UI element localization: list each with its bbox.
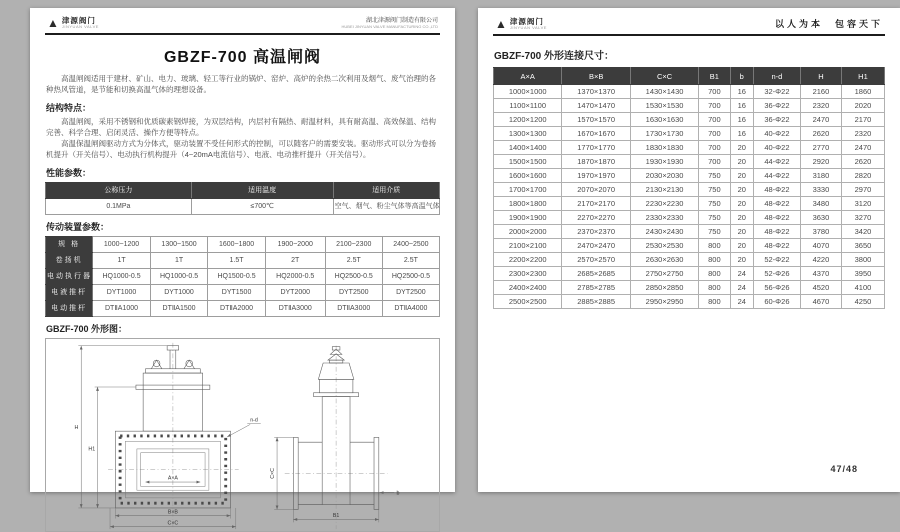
dim-cell-nd: 36-Φ22 — [753, 99, 800, 113]
dim-cell-b: 20 — [730, 183, 753, 197]
transmission-row-label: 电动推杆 — [46, 300, 93, 316]
dim-cell-h1: 3950 — [841, 267, 884, 281]
dim-cell-cxc: 2750×2750 — [630, 267, 698, 281]
dimension-column-header: B×B — [562, 68, 630, 85]
dim-cell-h1: 2820 — [841, 169, 884, 183]
dimension-column-header: B1 — [699, 68, 730, 85]
dim-cell-axa: 2300×2300 — [494, 267, 562, 281]
transmission-row — [46, 300, 440, 316]
dim-cell-bxb: 2370×2370 — [562, 225, 630, 239]
dim-cell-nd: 56-Φ26 — [753, 281, 800, 295]
transmission-row-label: 电液推杆 — [46, 284, 93, 300]
dim-cell-nd: 48-Φ22 — [753, 239, 800, 253]
dim-cell-bxb: 1670×1670 — [562, 127, 630, 141]
transmission-cell: HQ1500-0.5 — [208, 268, 266, 284]
dim-cell-b1: 700 — [699, 99, 730, 113]
dimension-column-header: C×C — [630, 68, 698, 85]
transmission-cell: DTⅡA1000 — [93, 300, 151, 316]
dim-label-bxb: B×B — [167, 509, 178, 516]
dim-cell-cxc: 2950×2950 — [630, 295, 698, 309]
dim-cell-cxc: 1730×1730 — [630, 127, 698, 141]
dim-cell-h: 3780 — [800, 225, 841, 239]
dim-cell-bxb: 1970×1970 — [562, 169, 630, 183]
dim-cell-h: 4670 — [800, 295, 841, 309]
intro-paragraph: 高温闸阀适用于建材、矿山、电力、玻璃、轻工等行业的锅炉、窑炉、高炉的余热二次利用及烟气、废气治理的各种热风管道，是节能和切换高温气体的理想设备。 — [46, 74, 436, 95]
dim-cell-nd: 52-Φ26 — [753, 267, 800, 281]
dim-cell-b: 20 — [730, 211, 753, 225]
transmission-cell: HQ2000-0.5 — [265, 268, 325, 284]
dim-cell-b: 20 — [730, 155, 753, 169]
dim-cell-axa: 1500×1500 — [494, 155, 562, 169]
dim-cell-h: 2620 — [800, 127, 841, 141]
transmission-row-label: 电动执行器 — [46, 268, 93, 284]
dim-cell-b1: 700 — [699, 155, 730, 169]
transmission-cell: DTⅡA1500 — [150, 300, 208, 316]
dim-label-h1: H1 — [88, 445, 96, 452]
dimension-column-header: b — [730, 68, 753, 85]
dim-cell-b1: 750 — [699, 225, 730, 239]
performance-header-row — [46, 182, 440, 198]
dim-cell-b1: 800 — [699, 267, 730, 281]
transmission-cell: 2T — [265, 252, 325, 268]
performance-table — [45, 182, 440, 215]
dimension-row — [494, 267, 885, 281]
section-heading-features: 结构特点： — [46, 103, 92, 113]
dim-cell-h1: 2170 — [841, 113, 884, 127]
dim-cell-b: 16 — [730, 127, 753, 141]
transmission-cell: DTⅡA4000 — [382, 300, 439, 316]
dim-cell-b1: 750 — [699, 197, 730, 211]
dim-cell-h: 2470 — [800, 113, 841, 127]
dimension-header-row — [494, 68, 885, 85]
transmission-cell: 2.5T — [382, 252, 439, 268]
transmission-cell: HQ2500-0.5 — [325, 268, 382, 284]
dim-cell-h1: 2320 — [841, 127, 884, 141]
dim-cell-b1: 800 — [699, 239, 730, 253]
dim-label-nd: n-d — [250, 417, 258, 424]
dim-label-cxc-side: C×C — [270, 467, 277, 479]
section-heading-performance: 性能参数： — [46, 167, 92, 178]
page-number: 47/48 — [830, 464, 858, 474]
dimension-row — [494, 141, 885, 155]
transmission-cell: 1000~1200 — [93, 236, 151, 252]
dim-cell-nd: 48-Φ22 — [753, 211, 800, 225]
transmission-row — [46, 236, 440, 252]
dimension-row — [494, 169, 885, 183]
dim-cell-nd: 48-Φ22 — [753, 225, 800, 239]
dim-label-h: H — [74, 424, 79, 431]
company-name-en: HUBEI JINYUAN VALVE MANUFACTURING CO.,LTD — [341, 24, 438, 30]
feature-paragraph: 高温保温闸阀驱动方式为分体式，驱动装置不受任何形式的控制，可以随客户的需要安装。驱动形式可以分为卷扬机提升（开关信号）、电动执行机构提升（4~20mA电流信号）、电液、电动推杆提升（开关信号）。 — [46, 138, 436, 159]
dim-cell-axa: 1300×1300 — [494, 127, 562, 141]
transmission-cell: 1600~1800 — [208, 236, 266, 252]
dim-cell-cxc: 2130×2130 — [630, 183, 698, 197]
dim-cell-bxb: 2685×2685 — [562, 267, 630, 281]
dim-cell-bxb: 1470×1470 — [562, 99, 630, 113]
performance-cell: 0.1MPa — [46, 198, 192, 214]
dim-cell-b1: 750 — [699, 183, 730, 197]
dimension-row — [494, 211, 885, 225]
logo-triangle-icon: ▲ — [47, 16, 59, 31]
dim-cell-axa: 1400×1400 — [494, 141, 562, 155]
dim-cell-b: 24 — [730, 267, 753, 281]
dim-cell-axa: 2200×2200 — [494, 253, 562, 267]
dim-cell-axa: 1600×1600 — [494, 169, 562, 183]
dim-cell-nd: 52-Φ22 — [753, 253, 800, 267]
transmission-cell: DYT2000 — [265, 284, 325, 300]
transmission-row — [46, 284, 440, 300]
dim-cell-b1: 700 — [699, 141, 730, 155]
transmission-cell: DYT1000 — [93, 284, 151, 300]
performance-column-header: 适用温度 — [191, 182, 333, 198]
dim-label-axa: A×A — [167, 475, 178, 482]
dim-cell-h1: 3420 — [841, 225, 884, 239]
transmission-cell: DYT1500 — [208, 284, 266, 300]
dim-cell-bxb: 1770×1770 — [562, 141, 630, 155]
transmission-row-label: 规 格 — [46, 236, 93, 252]
transmission-cell: HQ2500-0.5 — [382, 268, 439, 284]
company-name: 湖北津源阀门制造有限公司 — [365, 18, 438, 25]
dim-cell-h: 2770 — [800, 141, 841, 155]
transmission-cell: DYT2500 — [325, 284, 382, 300]
dim-cell-axa: 1900×1900 — [494, 211, 562, 225]
dim-cell-h1: 4100 — [841, 281, 884, 295]
dim-cell-bxb: 2785×2785 — [562, 281, 630, 295]
dim-cell-bxb: 2570×2570 — [562, 253, 630, 267]
dim-cell-nd: 44-Φ22 — [753, 169, 800, 183]
section-heading-drawing: GBZF-700 外形图： — [46, 323, 128, 334]
outline-drawing — [45, 338, 440, 532]
dim-cell-cxc: 2850×2850 — [630, 281, 698, 295]
dim-cell-h1: 3270 — [841, 211, 884, 225]
valve-technical-drawing — [46, 339, 439, 531]
dim-cell-cxc: 1530×1530 — [630, 99, 698, 113]
catalog-page-right — [478, 8, 900, 492]
dim-cell-cxc: 1430×1430 — [630, 85, 698, 99]
transmission-rows — [46, 236, 440, 316]
dim-cell-bxb: 2070×2070 — [562, 183, 630, 197]
dim-cell-bxb: 2885×2885 — [562, 295, 630, 309]
transmission-cell: DTⅡA3000 — [325, 300, 382, 316]
dimension-row — [494, 225, 885, 239]
dim-cell-h1: 4250 — [841, 295, 884, 309]
dim-cell-cxc: 1930×1930 — [630, 155, 698, 169]
transmission-row — [46, 252, 440, 268]
transmission-table — [45, 236, 440, 317]
logo-subtext: JINYUAN VALVE — [509, 25, 547, 30]
performance-data-row — [46, 198, 440, 214]
dimension-row — [494, 85, 885, 99]
dimension-column-header: H1 — [841, 68, 884, 85]
dim-cell-h: 2160 — [800, 85, 841, 99]
dimension-row — [494, 127, 885, 141]
dim-cell-axa: 2100×2100 — [494, 239, 562, 253]
transmission-cell: 2100~2300 — [325, 236, 382, 252]
transmission-cell: 2400~2500 — [382, 236, 439, 252]
dim-cell-h1: 2020 — [841, 99, 884, 113]
dimension-row — [494, 99, 885, 113]
dim-cell-b1: 700 — [699, 85, 730, 99]
dim-cell-b1: 800 — [699, 253, 730, 267]
dim-label-b1: B1 — [332, 512, 340, 519]
dim-cell-bxb: 1570×1570 — [562, 113, 630, 127]
dim-cell-b: 20 — [730, 141, 753, 155]
transmission-cell: HQ1000-0.5 — [93, 268, 151, 284]
dim-cell-b1: 750 — [699, 169, 730, 183]
dim-cell-b: 16 — [730, 85, 753, 99]
dim-cell-axa: 1000×1000 — [494, 85, 562, 99]
dimension-row — [494, 281, 885, 295]
dimension-table — [493, 67, 885, 309]
transmission-cell: 1T — [93, 252, 151, 268]
dim-cell-axa: 1100×1100 — [494, 99, 562, 113]
dim-cell-h1: 2970 — [841, 183, 884, 197]
dim-cell-b: 16 — [730, 99, 753, 113]
dim-cell-h: 3330 — [800, 183, 841, 197]
performance-cell: ≤700℃ — [191, 198, 333, 214]
transmission-cell: HQ1000-0.5 — [150, 268, 208, 284]
dimension-row — [494, 295, 885, 309]
dim-cell-nd: 32-Φ22 — [753, 85, 800, 99]
transmission-cell: 1300~1500 — [150, 236, 208, 252]
dimension-row — [494, 197, 885, 211]
dim-cell-cxc: 2230×2230 — [630, 197, 698, 211]
dim-cell-b: 20 — [730, 197, 753, 211]
dim-cell-h: 4520 — [800, 281, 841, 295]
dim-cell-axa: 2500×2500 — [494, 295, 562, 309]
dimension-column-header: n-d — [753, 68, 800, 85]
dim-cell-axa: 2000×2000 — [494, 225, 562, 239]
dim-cell-nd: 44-Φ22 — [753, 155, 800, 169]
transmission-row-label: 卷扬机 — [46, 252, 93, 268]
transmission-cell: 1.5T — [208, 252, 266, 268]
company-logo — [495, 18, 547, 30]
dimension-row — [494, 183, 885, 197]
catalog-page-left — [30, 8, 455, 526]
dim-cell-h1: 3800 — [841, 253, 884, 267]
performance-cell: 空气、烟气、粉尘气体等高温气体 — [333, 198, 439, 214]
dim-cell-h: 4220 — [800, 253, 841, 267]
dim-cell-nd: 40-Φ22 — [753, 141, 800, 155]
dim-cell-cxc: 2030×2030 — [630, 169, 698, 183]
dim-cell-axa: 2400×2400 — [494, 281, 562, 295]
dim-cell-cxc: 1830×1830 — [630, 141, 698, 155]
logo-text: 津源阀门 — [61, 16, 96, 25]
dim-cell-cxc: 2430×2430 — [630, 225, 698, 239]
performance-column-header: 公称压力 — [46, 182, 192, 198]
page-title: GBZF-700 高温闸阀 — [163, 49, 322, 67]
dimension-row — [494, 155, 885, 169]
company-logo — [47, 17, 99, 29]
front-view — [75, 342, 261, 528]
dim-cell-h: 3630 — [800, 211, 841, 225]
dim-cell-h: 3480 — [800, 197, 841, 211]
feature-paragraph: 高温闸阀，采用不锈钢和优质碳素钢焊接，为双层结构，内层衬有隔热、耐温材料，具有耐高温、高效保温、结构完善、科学合理、启闭灵活、操作方便等特点。 — [46, 117, 436, 137]
section-heading-transmission: 传动装置参数： — [46, 221, 110, 232]
dim-label-b: b — [396, 490, 400, 497]
dim-label-cxc: C×C — [167, 519, 179, 526]
dim-cell-b1: 750 — [699, 211, 730, 225]
dim-cell-b1: 700 — [699, 127, 730, 141]
dim-cell-h1: 3650 — [841, 239, 884, 253]
transmission-row — [46, 268, 440, 284]
dim-cell-b: 16 — [730, 113, 753, 127]
transmission-cell: DTⅡA3000 — [265, 300, 325, 316]
section-heading-dimensions: GBZF-700 外形连接尺寸： — [494, 51, 615, 62]
page-header — [493, 16, 885, 36]
dim-cell-b: 24 — [730, 295, 753, 309]
dim-cell-bxb: 2170×2170 — [562, 197, 630, 211]
transmission-cell: DYT1000 — [150, 284, 208, 300]
dimension-row — [494, 113, 885, 127]
dim-cell-nd: 40-Φ22 — [753, 127, 800, 141]
features-paragraphs — [45, 117, 440, 161]
dim-cell-b1: 700 — [699, 113, 730, 127]
dim-cell-axa: 1200×1200 — [494, 113, 562, 127]
logo-subtext: JINYUAN VALVE — [61, 24, 99, 30]
dim-cell-h1: 2620 — [841, 155, 884, 169]
dim-cell-cxc: 2630×2630 — [630, 253, 698, 267]
dim-cell-cxc: 1630×1630 — [630, 113, 698, 127]
dimension-column-header: A×A — [494, 68, 562, 85]
dim-cell-bxb: 1870×1870 — [562, 155, 630, 169]
dim-cell-axa: 1800×1800 — [494, 197, 562, 211]
company-slogan: 以人为本 包容天下 — [774, 19, 883, 29]
side-view — [270, 345, 399, 528]
dimension-row — [494, 253, 885, 267]
dim-cell-b: 20 — [730, 169, 753, 183]
dim-cell-h1: 2470 — [841, 141, 884, 155]
transmission-cell: DTⅡA2000 — [208, 300, 266, 316]
dim-cell-b1: 800 — [699, 295, 730, 309]
transmission-cell: DYT2500 — [382, 284, 439, 300]
dim-cell-h1: 3120 — [841, 197, 884, 211]
dim-cell-b: 24 — [730, 281, 753, 295]
dim-cell-cxc: 2330×2330 — [630, 211, 698, 225]
performance-column-header: 适用介质 — [333, 182, 439, 198]
dim-cell-b1: 800 — [699, 281, 730, 295]
dim-cell-b: 20 — [730, 253, 753, 267]
dim-cell-bxb: 2470×2470 — [562, 239, 630, 253]
logo-triangle-icon: ▲ — [495, 16, 507, 31]
dim-cell-h: 3180 — [800, 169, 841, 183]
dimension-row — [494, 239, 885, 253]
page-header — [45, 16, 440, 35]
transmission-cell: 2.5T — [325, 252, 382, 268]
transmission-cell: 1900~2000 — [265, 236, 325, 252]
dimension-rows — [494, 85, 885, 309]
dim-cell-cxc: 2530×2530 — [630, 239, 698, 253]
dim-cell-b: 20 — [730, 225, 753, 239]
dim-cell-nd: 60-Φ26 — [753, 295, 800, 309]
dim-cell-nd: 36-Φ22 — [753, 113, 800, 127]
dimension-column-header: H — [800, 68, 841, 85]
dim-cell-nd: 48-Φ22 — [753, 197, 800, 211]
dim-cell-bxb: 2270×2270 — [562, 211, 630, 225]
dim-cell-axa: 1700×1700 — [494, 183, 562, 197]
dim-cell-b: 20 — [730, 239, 753, 253]
dim-cell-h1: 1860 — [841, 85, 884, 99]
dim-cell-h: 2920 — [800, 155, 841, 169]
dim-cell-h: 2320 — [800, 99, 841, 113]
dim-cell-nd: 48-Φ22 — [753, 183, 800, 197]
transmission-cell: 1T — [150, 252, 208, 268]
dim-cell-h: 4370 — [800, 267, 841, 281]
logo-text: 津源阀门 — [509, 16, 544, 26]
dim-cell-h: 4070 — [800, 239, 841, 253]
dim-cell-bxb: 1370×1370 — [562, 85, 630, 99]
